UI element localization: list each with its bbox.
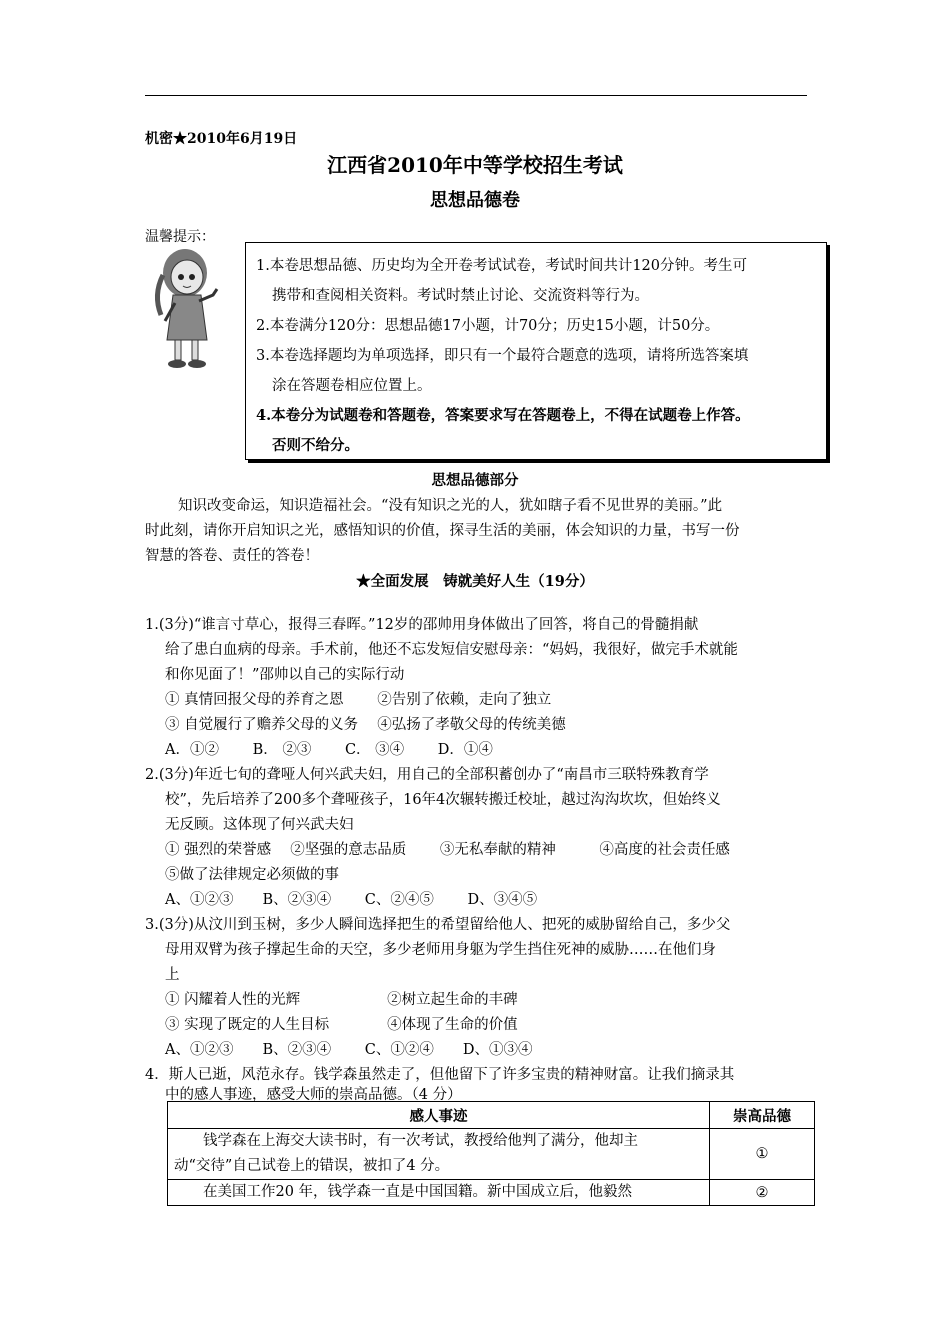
notice-line-3: 2.本卷满分120分：思想品德17小题，计70分；历史15小题，计50分。 bbox=[256, 318, 720, 334]
header-virtue: 崇高品德 bbox=[710, 1102, 815, 1129]
part-title: 思想品德部分 bbox=[431, 472, 519, 489]
q3-answers: A、①②③ B、②③④ C、①②④ D、①③④ bbox=[165, 1042, 533, 1058]
q1-option-line-1: ① 真情回报父母的养育之恩 ②告别了依赖，走向了独立 bbox=[165, 692, 552, 708]
deed-line: 动“交待”自己试卷上的错误，被扣了4 分。 bbox=[174, 1158, 450, 1174]
q4-line-1: 4．斯人已逝，风范永存。钱学森虽然走了，但他留下了许多宝贵的精神财富。让我们摘录其 bbox=[145, 1067, 735, 1083]
notice-line-4: 3.本卷选择题均为单项选择，即只有一个最符合题意的选项，请将所选答案填 bbox=[256, 348, 749, 364]
virtue-cell: ① bbox=[710, 1129, 815, 1180]
q1-line-1: 1.(3分)“谁言寸草心，报得三春晖。”12岁的邵帅用身体做出了回答，将自己的骨髓捐献 bbox=[145, 617, 699, 633]
q2-option-line-1: ① 强烈的荣誉感 ②坚强的意志品质 ③无私奉献的精神 ④高度的社会责任感 bbox=[165, 842, 730, 858]
notice-line-5: 涂在答题卷相应位置上。 bbox=[272, 378, 432, 394]
intro-line-2: 时此刻，请你开启知识之光，感悟知识的价值，探寻生活的美丽，体会知识的力量，书写一份 bbox=[145, 523, 740, 539]
notice-line-7: 否则不给分。 bbox=[272, 437, 359, 454]
section-heading: ★全面发展 铸就美好人生（19分） bbox=[356, 573, 594, 590]
table-row bbox=[168, 1129, 815, 1180]
deed-cell bbox=[168, 1180, 710, 1206]
notice-line-1: 1.本卷思想品德、历史均为全开卷考试试卷，考试时间共计120分钟。考生可 bbox=[256, 258, 748, 274]
deed-line: 钱学森在上海交大读书时，有一次考试，教授给他判了满分，他却主 bbox=[174, 1133, 638, 1149]
q3-line-3: 上 bbox=[165, 967, 180, 983]
q2-line-3: 无反顾。这体现了何兴武夫妇 bbox=[165, 817, 354, 833]
q1-answers: A．①② B． ②③ C． ③④ D．①④ bbox=[165, 742, 493, 758]
deeds-table bbox=[167, 1101, 815, 1206]
q2-option-line-2: ⑤做了法律规定必须做的事 bbox=[165, 867, 339, 883]
q2-answers: A、①②③ B、②③④ C、②④⑤ D、③④⑤ bbox=[165, 892, 538, 908]
header-deed: 感人事迹 bbox=[168, 1102, 710, 1129]
notice-label: 温馨提示： bbox=[145, 229, 215, 245]
q2-line-2: 校”，先后培养了200多个聋哑孩子，16年4次辗转搬迁校址，越过沟沟坎坎，但始终义 bbox=[165, 792, 721, 808]
q1-option-line-2: ③ 自觉履行了赡养父母的义务 ④弘扬了孝敬父母的传统美德 bbox=[165, 717, 566, 733]
q3-option-line-1: ① 闪耀着人性的光辉 ②树立起生命的丰碑 bbox=[165, 992, 518, 1008]
q4-line-2: 中的感人事迹，感受大师的崇高品德。（4 分） bbox=[165, 1087, 462, 1103]
exam-subtitle: 思想品德卷 bbox=[430, 190, 520, 211]
deed-cell bbox=[168, 1129, 710, 1180]
girl-mascot-illustration bbox=[147, 245, 227, 375]
q1-line-2: 给了患白血病的母亲。手术前，他还不忘发短信安慰母亲：“妈妈，我很好，做完手术就能 bbox=[165, 642, 738, 658]
intro-line-3: 智慧的答卷、责任的答卷！ bbox=[145, 548, 319, 564]
q3-option-line-2: ③ 实现了既定的人生目标 ④体现了生命的价值 bbox=[165, 1017, 518, 1033]
virtue-cell: ② bbox=[710, 1180, 815, 1206]
notice-line-2: 携带和查阅相关资料。考试时禁止讨论、交流资料等行为。 bbox=[272, 288, 649, 304]
table-row bbox=[168, 1180, 815, 1206]
q3-line-1: 3.(3分)从汶川到玉树，多少人瞬间选择把生的希望留给他人、把死的威胁留给自己，多少父 bbox=[145, 917, 731, 933]
notice-line-6: 4.本卷分为试题卷和答题卷，答案要求写在答题卷上，不得在试题卷上作答。 bbox=[256, 407, 750, 424]
notice-box bbox=[245, 242, 827, 460]
intro-line-1: 知识改变命运，知识造福社会。“没有知识之光的人，犹如瞎子看不见世界的美丽。”此 bbox=[178, 498, 723, 514]
q3-line-2: 母用双臂为孩子撑起生命的天空，多少老师用身躯为学生挡住死神的威胁……在他们身 bbox=[165, 942, 716, 958]
exam-title: 江西省2010年中等学校招生考试 bbox=[327, 153, 623, 177]
q1-line-3: 和你见面了！”邵帅以自己的实际行动 bbox=[165, 667, 405, 683]
confidential-date: 机密★2010年6月19日 bbox=[145, 131, 298, 147]
table-header-row bbox=[168, 1102, 815, 1129]
top-rule bbox=[145, 95, 807, 96]
deed-line: 在美国工作20 年，钱学森一直是中国国籍。新中国成立后，他毅然 bbox=[174, 1184, 633, 1200]
q2-line-1: 2.(3分)年近七旬的聋哑人何兴武夫妇，用自己的全部积蓄创办了“南昌市三联特殊教育学 bbox=[145, 767, 709, 783]
